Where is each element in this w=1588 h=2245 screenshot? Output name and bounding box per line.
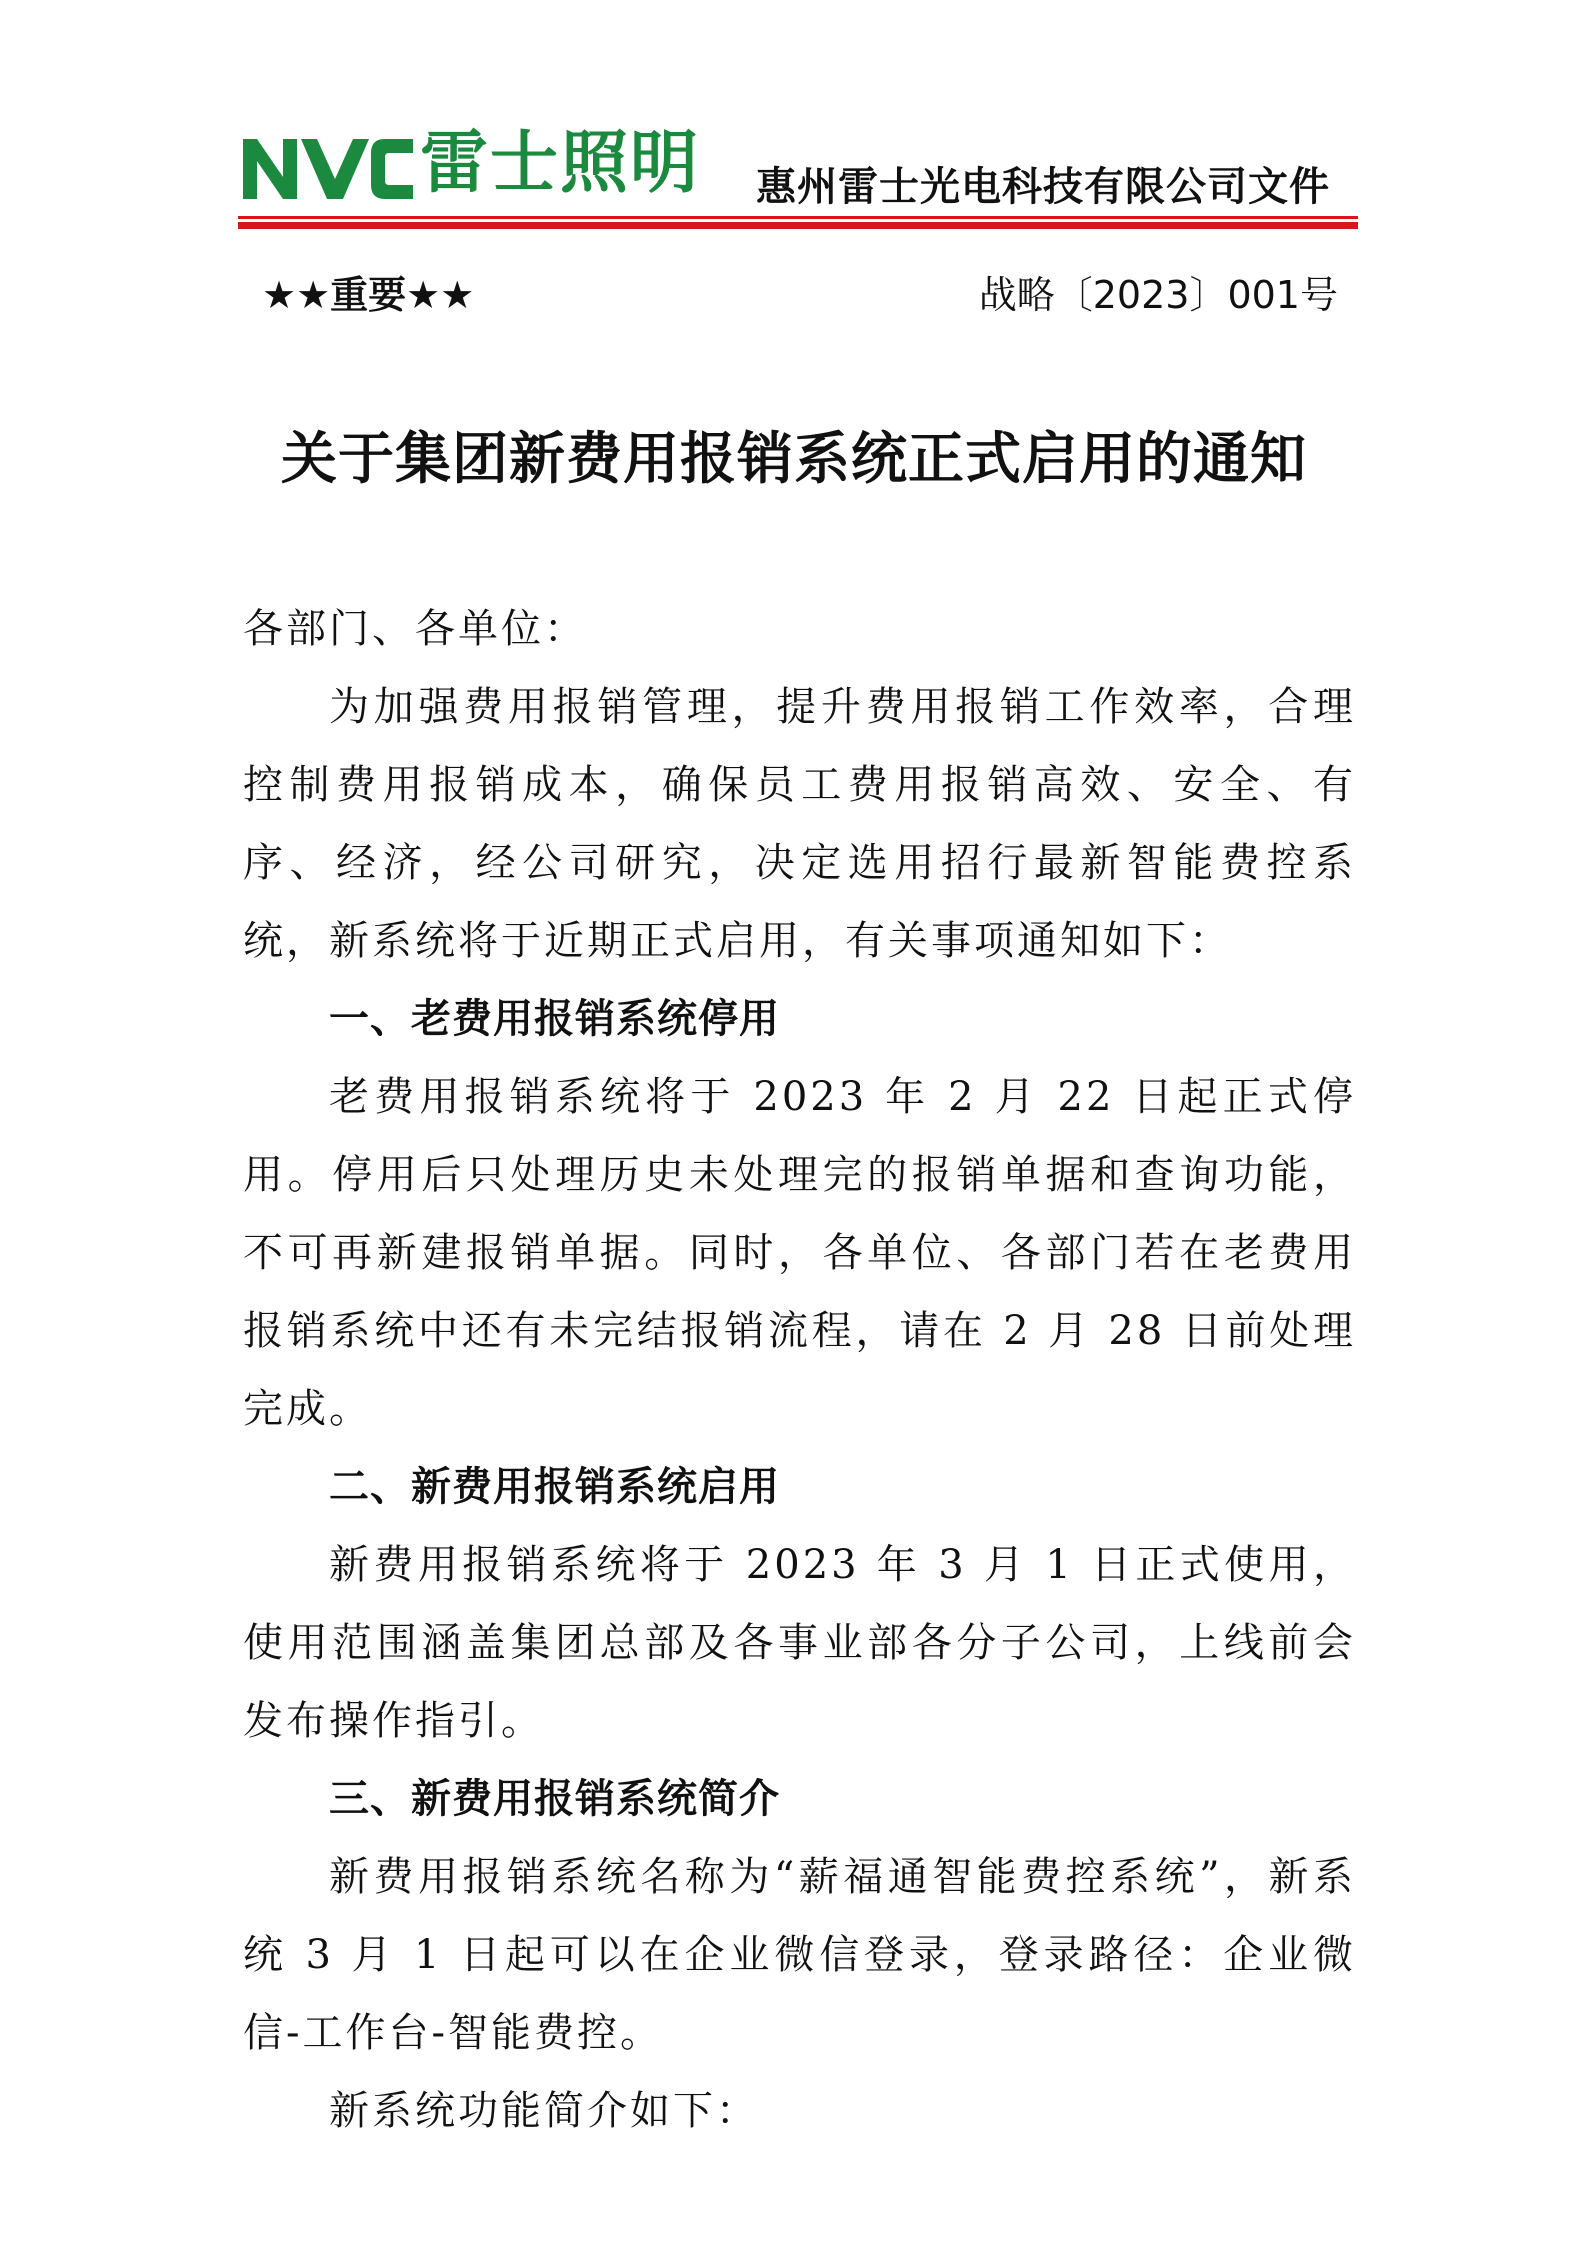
section-heading-2: 二、新费用报销系统启用: [329, 1464, 780, 1510]
section-paragraph-3-intro: 新系统功能简介如下：: [329, 2088, 759, 2134]
intro-paragraph: 为加强费用报销管理，提升费用报销工作效率，合理控制费用报销成本，确保员工费用报销高效、安全、有序、经济，经公司研究，决定选用招行最新智能费控系统，新系统将于近期正式启用，有关事项通知如下：: [243, 684, 1356, 964]
issuing-company: 惠州雷士光电科技有限公司文件: [756, 164, 1330, 210]
brand-logo-text: 雷士照明: [420, 124, 701, 203]
document-body: [243, 590, 1356, 2150]
header-rule-thick: [238, 222, 1358, 229]
section-heading-1: 一、老费用报销系统停用: [329, 996, 780, 1042]
salutation: 各部门、各单位：: [243, 606, 587, 652]
section-paragraph-2: 新费用报销系统将于 2023 年 3 月 1 日正式使用，使用范围涵盖集团总部及各事业部各分子公司，上线前会发布操作指引。: [243, 1542, 1356, 1744]
section-paragraph-3: 新费用报销系统名称为“薪福通智能费控系统”，新系统 3 月 1 日起可以在企业微信登录，登录路径：企业微信-工作台-智能费控。: [243, 1854, 1356, 2056]
section-heading-3: 三、新费用报销系统简介: [329, 1776, 780, 1822]
document-title: 关于集团新费用报销系统正式启用的通知: [281, 427, 1307, 492]
document-number: 战略〔2023〕001号: [978, 273, 1338, 317]
nvc-logo-icon: [243, 133, 413, 199]
section-paragraph-1: 老费用报销系统将于 2023 年 2 月 22 日起正式停用。停用后只处理历史未处理完的报销单据和查询功能，不可再新建报销单据。同时，各单位、各部门若在老费用报销系统中还有未完结报销流程，请在 2 月 28 日前处理完成。: [243, 1074, 1356, 1432]
importance-label: ★★重要★★: [262, 273, 475, 317]
header-rule-thin: [238, 216, 1358, 219]
